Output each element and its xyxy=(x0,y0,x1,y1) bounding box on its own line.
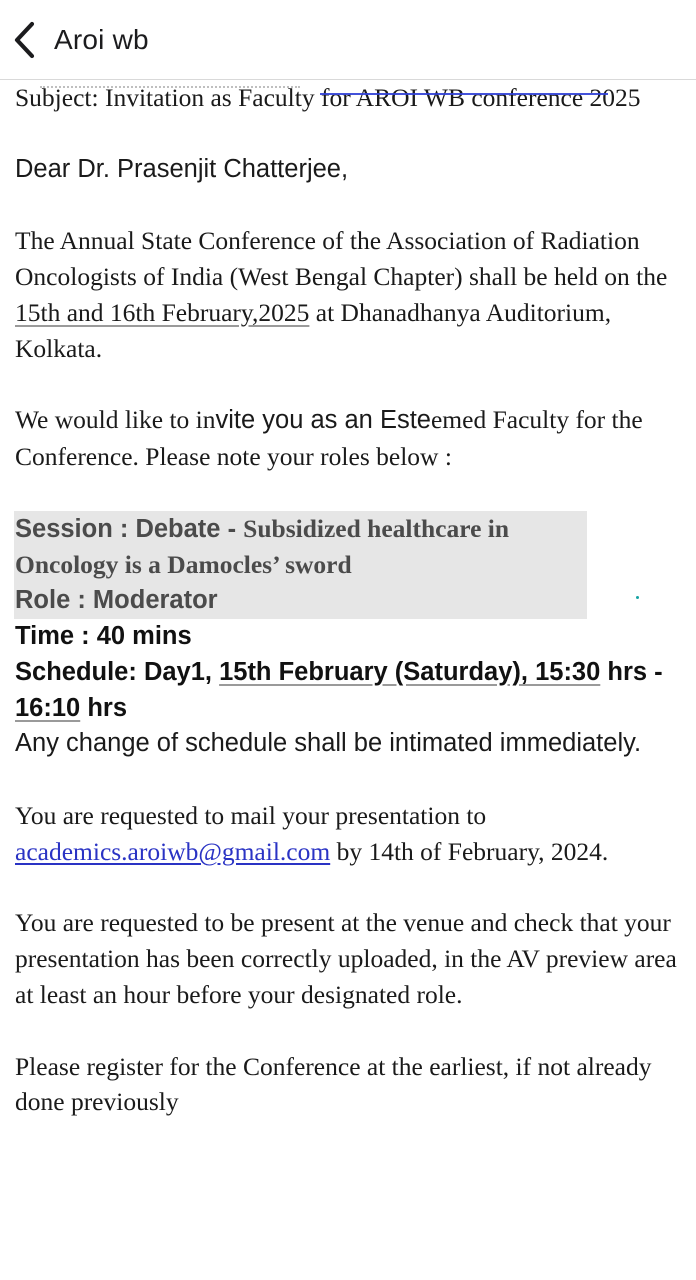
schedule-date: 15th February (Saturday), 15:30 xyxy=(219,657,601,686)
email-link[interactable]: academics.aroiwb@gmail.com xyxy=(15,836,331,866)
scrolled-text-remnant xyxy=(40,82,300,88)
invitation-text-a: We would like to in xyxy=(15,405,216,435)
back-button[interactable] xyxy=(10,18,180,62)
email-subject: Subject: Invitation as Faculty for AROI WB conference 2025 xyxy=(15,83,641,112)
time-line: Time : 40 mins xyxy=(15,621,192,650)
session-line xyxy=(15,511,587,584)
invitation-paragraph xyxy=(15,402,685,475)
schedule-line xyxy=(15,655,685,727)
schedule-end: 16:10 xyxy=(15,693,81,722)
email-body xyxy=(15,80,685,1120)
session-topic: Subsidized healthcare in Oncology is a Damocles’ sword xyxy=(15,513,510,580)
conference-paragraph xyxy=(15,223,685,366)
venue-paragraph: You are requested to be present at the venue and check that your presentation has been correctly uploaded, in the AV preview area at least an hour before your designated role. xyxy=(15,908,677,1009)
invitation-text-c: emed Faculty for the Conference. Please note your roles below : xyxy=(15,405,643,471)
email-greeting: Dear Dr. Prasenjit Chatterjee, xyxy=(15,154,349,183)
mail-paragraph xyxy=(15,798,685,870)
schedule-prefix: Schedule: Day1, xyxy=(15,657,220,686)
session-highlight xyxy=(14,511,587,619)
session-label: Session : Debate - xyxy=(15,514,244,543)
chevron-left-icon xyxy=(10,20,40,60)
invitation-text-b: vite you as an Este xyxy=(215,406,431,435)
schedule-suffix: hrs xyxy=(80,693,128,722)
navigation-bar xyxy=(0,0,696,80)
schedule-mid: hrs - xyxy=(600,657,663,686)
stray-dot xyxy=(636,596,639,599)
conference-text: The Annual State Conference of the Association of Radiation Oncologists of India (West Bengal Chapter) shall be held on the xyxy=(15,226,668,291)
conference-venue: at Dhanadhanya Auditorium, Kolkata. xyxy=(15,297,612,363)
scrolled-link-remnant xyxy=(320,81,608,95)
back-label: Aroi wb xyxy=(54,24,149,55)
mail-deadline: by 14th of February, 2024. xyxy=(330,836,609,866)
register-paragraph: Please register for the Conference at the earliest, if not already done previously xyxy=(15,1051,652,1117)
mail-text: You are requested to mail your presentation to xyxy=(15,800,487,830)
role-line: Role : Moderator xyxy=(15,586,218,615)
conference-date: 15th and 16th February,2025 xyxy=(15,297,310,327)
schedule-change-note: Any change of schedule shall be intimated immediately. xyxy=(15,729,642,758)
